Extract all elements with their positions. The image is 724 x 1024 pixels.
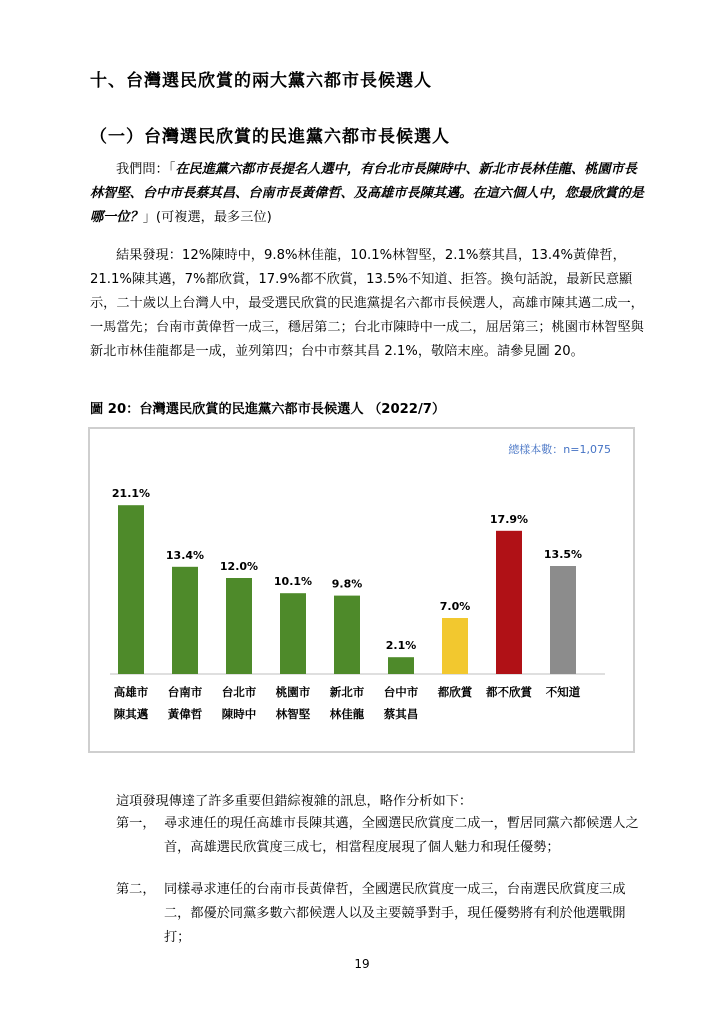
chart-canvas [90,429,633,751]
analysis-point-1 [116,812,646,860]
category-label: 黃偉哲 [167,707,203,721]
question-paragraph [90,158,650,230]
category-label: 台北市 [221,685,257,699]
bar [388,657,414,674]
category-label: 蔡其昌 [383,707,419,721]
data-label: 12.0% [219,560,259,573]
category-label: 陳其邁 [113,707,149,721]
bar [226,578,252,674]
data-label: 13.4% [165,548,205,562]
data-label: 2.1% [385,639,417,653]
category-label: 台中市 [383,685,419,699]
bar [496,531,522,674]
bar [280,593,306,674]
bar [442,618,468,674]
category-label: 不知道 [545,685,581,699]
bar-chart [88,427,635,753]
point-label: 第二， [116,882,156,897]
category-label: 高雄市 [113,685,149,699]
bar [118,505,144,674]
data-label: 21.1% [111,487,151,501]
bar [334,596,360,674]
page-number: 19 [354,957,370,971]
category-label: 都不欣賞 [486,685,532,699]
question-prefix: 我們問：「 [116,162,176,177]
analysis-intro: 這項發現傳達了許多重要但錯綜複雜的訊息，略作分析如下： [116,794,473,809]
data-label: 17.9% [489,512,529,526]
analysis-point-2 [116,878,646,950]
data-label: 9.8% [331,577,363,591]
data-label: 10.1% [273,575,313,589]
category-label: 陳時中 [221,707,257,721]
bar [172,567,198,674]
category-label: 桃園市 [275,685,311,699]
bar [550,566,576,674]
sample-size-label: 總樣本數：n=1,075 [508,443,611,456]
result-paragraph [90,244,650,364]
section-heading: 十、台灣選民欣賞的兩大黨六都市長候選人 [90,71,432,91]
subsection-heading: （一）台灣選民欣賞的民進黨六都市長候選人 [90,127,450,147]
result-text: 結果發現：12%陳時中，9.8%林佳龍，10.1%林智堅，2.1%蔡其昌，13.4%黃偉哲，21.1%陳其邁，7%都欣賞，17.9%都不欣賞，13.5%不知道、拒答。換句話說，最新民意顯示，二十歲以上台灣人中，最受選民欣賞的民進黨提名六都市長候選人，高雄市陳其邁二成一，一馬當先；台南市黃偉哲一成三，穩居第二；台北市陳時中一成二，屈居第三；桃園市林智堅與新北市林佳龍都是一成，並列第四；台中市蔡其昌 2.1%，敬陪末座。請參見圖 20。 [90,248,644,359]
point-text: 同樣尋求連任的台南市長黃偉哲，全國選民欣賞度一成三，台南選民欣賞度三成二，都優於同黨多數六都候選人以及主要競爭對手，現任優勢將有利於他選戰開打； [164,882,626,945]
point-label: 第一， [116,816,156,831]
data-label: 7.0% [439,600,471,613]
category-label: 都欣賞 [437,685,473,699]
category-label: 林佳龍 [329,707,365,721]
question-text: 在民進黨六都市長提名人選中，有台北市長陳時中、新北市長林佳龍、桃園市長林智堅、台中市長蔡其昌、台南市長黃偉哲、及高雄市長陳其邁。在這六個人中，您最欣賞的是哪一位？ [90,162,644,225]
category-label: 林智堅 [275,707,311,721]
data-label: 13.5% [543,548,583,561]
category-label: 台南市 [167,685,203,699]
point-text: 尋求連任的現任高雄市長陳其邁，全國選民欣賞度二成一，暫居同黨六都候選人之首，高雄選民欣賞度三成七，相當程度展現了個人魅力和現任優勢； [164,816,639,855]
figure-caption: 圖 20：台灣選民欣賞的民進黨六都市長候選人 （2022/7） [90,402,446,417]
category-label: 新北市 [329,685,365,699]
question-suffix: 」(可複選，最多三位) [142,210,272,225]
